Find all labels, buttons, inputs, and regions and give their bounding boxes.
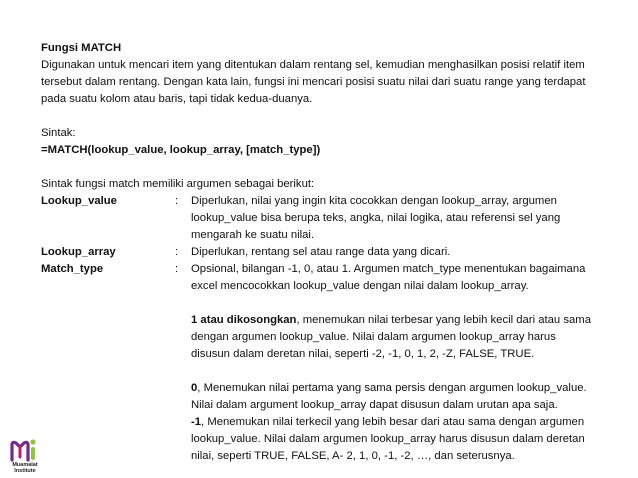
argument-desc: excel mencocokkan lookup_value dengan nilai dalam lookup_array.	[191, 280, 529, 292]
syntax-formula: =MATCH(lookup_value, lookup_array, [match_type])	[41, 144, 321, 156]
option-first-line	[191, 414, 584, 431]
intro-line: tersebut dalam rentang. Dengan kata lain, fungsi ini mencari posisi suatu nilai dari suatu range yang terdapat	[41, 76, 586, 88]
argument-desc: lookup_value bisa berupa teks, angka, nilai logika, atau referensi sel yang	[191, 212, 561, 224]
arguments-intro: Sintak fungsi match memiliki argumen sebagai berikut:	[41, 178, 315, 190]
logo-line: Institute	[14, 468, 36, 474]
argument-colon: :	[175, 195, 179, 207]
option-first-line	[191, 380, 587, 397]
option-first-line	[191, 312, 591, 329]
option-line: nilai, seperti TRUE, FALSE, A- 2, 1, 0, -1, -2, …, dan seterusnya.	[191, 450, 515, 462]
option-line: disusun dalam deretan nilai, seperti -2, -1, 0, 1, 2, -Z, FALSE, TRUE.	[191, 348, 535, 360]
argument-desc: Diperlukan, rentang sel atau range data yang dicari.	[191, 246, 451, 258]
syntax-label: Sintak:	[41, 127, 76, 139]
option-line: lookup_value. Nilai dalam argumen lookup_array harus disusun dalam deretan	[191, 433, 585, 445]
option-text: , Menemukan nilai terkecil yang lebih besar dari atau sama dengan argumen	[201, 416, 585, 428]
argument-desc: mengarah ke suatu nilai.	[191, 229, 315, 241]
argument-colon: :	[175, 246, 179, 258]
intro-line: Digunakan untuk mencari item yang ditentukan dalam rentang sel, kemudian menghasilkan posisi relatif item	[41, 59, 585, 71]
page-title: Fungsi MATCH	[41, 42, 122, 54]
argument-term: Lookup_array	[41, 246, 116, 258]
intro-line: pada suatu kolom atau baris, tapi tidak kedua-duanya.	[41, 93, 313, 105]
option-text: , menemukan nilai terbesar yang lebih kecil dari atau sama	[296, 314, 591, 326]
option-key: 0	[191, 382, 198, 394]
option-line: dengan argumen lookup_value. Nilai dalam argumen lookup_array harus	[191, 331, 556, 343]
option-text: , Menemukan nilai pertama yang sama persis dengan argumen lookup_value.	[197, 382, 587, 394]
argument-desc: Opsional, bilangan -1, 0, atau 1. Argumen match_type menentukan bagaimana	[191, 263, 586, 275]
argument-colon: :	[175, 263, 179, 275]
argument-term: Lookup_value	[41, 195, 117, 207]
option-key: 1 atau dikosongkan	[191, 314, 297, 326]
option-key: -1	[191, 416, 202, 428]
logo-caption	[8, 462, 42, 474]
argument-term: Match_type	[41, 263, 104, 275]
option-line: Nilai dalam argument lookup_array dapat disusun dalam urutan apa saja.	[191, 399, 558, 411]
argument-desc: Diperlukan, nilai yang ingin kita cocokkan dengan lookup_array, argumen	[191, 195, 557, 207]
logo-line: Muamalat	[12, 462, 38, 468]
